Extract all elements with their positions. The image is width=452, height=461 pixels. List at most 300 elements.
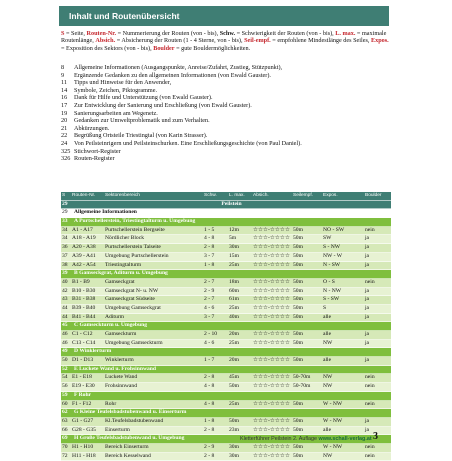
cell-routen-nr: A20 - A38	[72, 244, 96, 251]
table-row	[61, 453, 391, 461]
legend-text-boulder: = gute Bouldermöglichkeiten.	[174, 44, 251, 52]
cell-sektor: Umgebung Gamseckgrat	[105, 304, 161, 311]
cell-schw: 3 - 7	[204, 252, 215, 259]
cell-expos: W - NW	[323, 400, 343, 407]
toc-title: Abkürzungen.	[74, 124, 110, 132]
cell-page: 60	[62, 400, 68, 407]
cell-schw: 4 - 8	[204, 400, 215, 407]
route-table	[61, 192, 391, 461]
header-schw: Schw.	[204, 193, 217, 198]
section-page: 29	[62, 200, 68, 207]
cell-page: 70	[62, 443, 68, 450]
cell-boulder: ja	[365, 244, 370, 251]
cell-schw: 4 - 8	[204, 235, 215, 242]
cell-expos: N - NW	[323, 287, 342, 294]
toc-entry	[61, 72, 391, 80]
cell-sektor: Rohr	[105, 400, 117, 407]
cell-page: 46	[62, 331, 68, 337]
legend-key-lmax: L. max.	[335, 30, 356, 37]
toc-page-number: 17	[61, 101, 68, 109]
cell-boulder: nein	[365, 278, 375, 285]
toc-entry	[61, 64, 391, 72]
section-title: Peilstein	[221, 200, 242, 207]
cell-routen-nr: A1 - A17	[72, 226, 93, 233]
legend-key-routen: Routen-Nr.	[86, 30, 117, 37]
cell-seilempf: 50m	[293, 261, 303, 268]
cell-schw: 4 - 6	[204, 339, 215, 346]
cell-schw: 1 - 7	[204, 357, 215, 364]
section-title: H Große Teufelsbadstubenwand u. Umgebung	[74, 435, 185, 442]
cell-seilempf: 50m	[293, 452, 303, 459]
toc-page-number: 9	[61, 71, 65, 79]
header-expos: Expos.	[323, 193, 338, 198]
table-row	[61, 253, 391, 262]
cell-boulder: ja	[365, 296, 370, 303]
cell-absich: ☆☆☆-☆☆☆☆	[253, 383, 290, 390]
table-row	[61, 305, 391, 314]
footer	[240, 436, 372, 442]
cell-schw: 2 - 9	[204, 443, 215, 450]
cell-lmax: 15m	[229, 252, 239, 259]
legend-key-s: S	[61, 30, 65, 37]
toc-page-number: 326	[61, 155, 71, 163]
table-row	[61, 314, 391, 323]
cell-page: 40	[62, 278, 68, 285]
section-page: 59	[62, 391, 68, 398]
header-sektorenbereich: Sektorenbereich	[105, 193, 140, 198]
toc-entry	[61, 132, 391, 140]
cell-lmax: 61m	[229, 296, 239, 303]
cell-seilempf: 50m	[293, 400, 303, 407]
table-row	[61, 244, 391, 253]
cell-routen-nr: B10 - B30	[72, 287, 96, 294]
cell-lmax: 20m	[229, 331, 239, 337]
toc-entry	[61, 87, 391, 95]
cell-seilempf: 50m	[293, 287, 303, 294]
cell-page: 34	[62, 235, 68, 242]
cell-sektor: Nördlicher Block	[105, 235, 144, 242]
cell-page: 44	[62, 304, 68, 311]
cell-boulder: ja	[365, 339, 370, 346]
cell-boulder: ja	[365, 331, 370, 337]
cell-page: 63	[62, 417, 68, 424]
cell-routen-nr: D1 - D13	[72, 357, 94, 364]
page-title: Inhalt und Routenübersicht	[69, 11, 180, 21]
cell-sektor: Gamseckturm	[105, 331, 137, 337]
cell-boulder: ja	[365, 252, 370, 259]
legend-key-boulder: Boulder	[153, 44, 175, 52]
header-bar	[59, 6, 389, 26]
section-title: B Gamseckgrat, Aditurm u. Umgebung	[74, 270, 168, 277]
header-seilempf: Seilempf.	[293, 193, 313, 198]
cell-page: 37	[62, 252, 68, 259]
cell-schw: 2 - 8	[204, 374, 215, 381]
cell-routen-nr: F1 - F12	[72, 400, 92, 407]
cell-expos: SW	[323, 235, 332, 242]
cell-lmax: 5m	[229, 235, 237, 242]
cell-page: 43	[62, 296, 68, 303]
toc-title: Zur Entwicklung der Sanierung und Erschließung (von Ewald Gauster).	[74, 101, 252, 109]
cell-page: 36	[62, 244, 68, 251]
legend-text-absich: = Absicherung der Routen (1 - 4 Sterne, von - bis),	[115, 37, 245, 45]
cell-schw: 2 - 7	[204, 278, 215, 285]
cell-boulder: ja	[365, 357, 370, 364]
cell-absich: ☆☆☆-☆☆☆☆	[253, 244, 290, 251]
cell-schw: 3 - 7	[204, 313, 215, 320]
toc-title: Allgemeine Informationen (Ausgangspunkte, Anreise/Zufahrt, Zustieg, Stützpunkt),	[74, 64, 283, 71]
section-page: 62	[62, 409, 68, 416]
cell-seilempf: 50m	[293, 443, 303, 450]
cell-lmax: 25m	[229, 339, 239, 346]
cell-boulder: ja	[365, 417, 370, 424]
cell-absich: ☆☆☆-☆☆☆☆	[253, 400, 290, 407]
toc-title: Ergänzende Gedanken zu den allgemeinen Informationen (von Ewald Gauster).	[74, 71, 271, 79]
header-s: S	[62, 193, 66, 198]
cell-page: 54	[62, 374, 68, 381]
cell-boulder: ja	[365, 426, 370, 433]
cell-routen-nr: A18 - A19	[72, 235, 96, 242]
cell-schw: 2 - 8	[204, 452, 215, 459]
cell-expos: alle	[323, 313, 332, 320]
section-page: 33	[62, 218, 68, 225]
cell-boulder: nein	[365, 226, 375, 233]
cell-seilempf: 50m	[293, 244, 303, 251]
cell-absich: ☆☆☆-☆☆☆☆	[253, 339, 290, 346]
toc-title: Tipps und Hinweise für den Anwender,	[74, 79, 172, 87]
cell-boulder: ja	[365, 304, 370, 311]
table-row	[61, 227, 391, 236]
cell-absich: ☆☆☆-☆☆☆☆	[253, 296, 290, 303]
section-page: 39	[62, 270, 68, 277]
toc-page-number: 8	[61, 64, 65, 71]
section-page: 45	[62, 322, 68, 329]
cell-absich: ☆☆☆-☆☆☆☆	[253, 331, 290, 337]
section-page: 69	[62, 435, 68, 442]
table-row	[61, 235, 391, 244]
section-title: Allgemeine Informationen	[74, 209, 137, 216]
toc-page-number: 16	[61, 94, 68, 102]
cell-expos: NW - W	[323, 252, 343, 259]
toc-title: Gedanken zur Umweltproblematik und zum Verhalten.	[74, 117, 210, 125]
cell-routen-nr: B41 - B44	[72, 313, 96, 320]
cell-page: 56	[62, 383, 68, 390]
cell-routen-nr: C13 - C14	[72, 339, 96, 346]
header-boulder: Boulder	[365, 193, 382, 198]
cell-routen-nr: E1 - E18	[72, 374, 92, 381]
cell-expos: NW	[323, 383, 333, 390]
toc-page-number: 325	[61, 147, 71, 155]
legend-key-expos: Expos.	[370, 37, 389, 45]
legend-text-lmax: = maximale Routenlänge,	[61, 30, 387, 45]
cell-sektor: Gamseckgrat N- u. NW	[105, 287, 159, 294]
section-title: G Kleine Teufelsbadstubenwand u. Einserturm	[74, 409, 187, 416]
cell-expos: O - S	[323, 278, 335, 285]
cell-lmax: 23m	[229, 426, 239, 433]
cell-expos: NW	[323, 374, 333, 381]
toc-title: Sanierungsarbeiten am Wegenetz.	[74, 109, 158, 117]
section-row	[61, 322, 391, 331]
cell-lmax: 40m	[229, 313, 239, 320]
toc-page-number: 22	[61, 132, 68, 140]
cell-expos: W - NW	[323, 443, 343, 450]
toc-title: Dank für Hilfe und Unterstützung (von Ewald Gauster).	[74, 94, 213, 102]
cell-schw: 4 - 6	[204, 304, 215, 311]
cell-lmax: 45m	[229, 374, 239, 381]
cell-seilempf: 50m	[293, 357, 303, 364]
cell-lmax: 12m	[229, 226, 239, 233]
header-routen-nr: Routen-Nr.	[72, 193, 96, 198]
cell-boulder: nein	[365, 383, 375, 390]
cell-expos: S	[323, 304, 327, 311]
cell-lmax: 50m	[229, 417, 239, 424]
cell-expos: NW	[323, 339, 333, 346]
cell-sektor: Umgebung Purtschellerstein	[105, 252, 169, 259]
cell-lmax: 18m	[229, 278, 239, 285]
section-page: 52	[62, 365, 68, 372]
toc-entry	[61, 155, 391, 163]
cell-absich: ☆☆☆-☆☆☆☆	[253, 357, 290, 364]
cell-expos: NO - SW	[323, 226, 345, 233]
table-row	[61, 374, 391, 383]
toc-page-number: 24	[61, 139, 68, 147]
header-absich: Absich.	[253, 193, 269, 198]
cell-expos: S - SW	[323, 296, 340, 303]
cell-absich: ☆☆☆-☆☆☆☆	[253, 252, 290, 259]
toc-entry	[61, 148, 391, 156]
toc-page-number: 20	[61, 117, 68, 125]
legend-text	[61, 30, 391, 52]
cell-sektor: Purtschellerstein Bergseite	[105, 226, 165, 233]
section-row	[61, 348, 391, 357]
cell-schw: 2 - 8	[204, 426, 215, 433]
toc-title: Begrüßung Ortsteile Triestingtal (von Karin Strasser).	[74, 132, 208, 140]
section-title: F Rohr	[74, 391, 92, 398]
legend-key-schw: Schw.	[219, 30, 236, 37]
cell-page: 38	[62, 261, 68, 268]
legend-key-absich: Absich.	[95, 37, 116, 45]
toc-page-number: 11	[61, 79, 67, 87]
cell-lmax: 20m	[229, 357, 239, 364]
cell-seilempf: 50m	[293, 339, 303, 346]
cell-routen-nr: G28 - G35	[72, 426, 96, 433]
table-row	[61, 279, 391, 288]
cell-sektor: Gamseckgrat	[105, 278, 135, 285]
legend-text-routen: = Nummerierung der Routen (von - bis),	[116, 30, 220, 37]
cell-routen-nr: H11 - H18	[72, 452, 96, 459]
section-row	[61, 366, 391, 375]
toc-page-number: 21	[61, 124, 68, 132]
page-number: 3	[373, 431, 378, 442]
cell-page: 44	[62, 313, 68, 320]
cell-boulder: ja	[365, 261, 370, 268]
cell-sektor: Einserturm	[105, 426, 130, 433]
legend-text-schw: = Schwierigkeit der Routen (von - bis),	[235, 30, 336, 37]
cell-sektor: Luckete Wand	[105, 374, 138, 381]
toc-title: Stichwort-Register	[74, 147, 121, 155]
toc-page-number: 14	[61, 86, 68, 94]
toc-title: Von Peilsteinrigern und Peilsteinschurken. Eine Erschließungsgeschichte (von Paul Daniel).	[74, 139, 302, 147]
cell-sektor: Gamseckgrat Südseite	[105, 296, 155, 303]
table-row	[61, 418, 391, 427]
cell-lmax: 50m	[229, 383, 239, 390]
cell-page: 72	[62, 452, 68, 459]
toc-entry	[61, 140, 391, 148]
cell-schw: 2 - 7	[204, 296, 215, 303]
cell-lmax: 25m	[229, 304, 239, 311]
legend-key-seil: Seil-empf.	[244, 37, 271, 45]
cell-sektor: Frohsinnwand	[105, 383, 138, 390]
cell-routen-nr: C1 - C12	[72, 331, 93, 337]
cell-absich: ☆☆☆-☆☆☆☆	[253, 452, 290, 459]
cell-page: 42	[62, 287, 68, 294]
section-row	[61, 270, 391, 279]
cell-page: 66	[62, 426, 68, 433]
cell-expos: alle	[323, 357, 332, 364]
cell-seilempf: 50-70m	[293, 383, 311, 390]
cell-seilempf: 50m	[293, 278, 303, 285]
cell-seilempf: 50m	[293, 313, 303, 320]
section-title: A Purtschellerstein, Triestingtalturm u. Umgebung	[74, 218, 196, 225]
section-title: D Winklerturm	[74, 348, 112, 355]
cell-routen-nr: A39 - A41	[72, 252, 96, 259]
cell-sektor: Kl.Teufelsbadstubenwand	[105, 417, 164, 424]
cell-sektor: Purtschellerstein Talseite	[105, 244, 161, 251]
footer-text: Kletterführer Peilstein 2. Auflage	[240, 436, 319, 442]
section-title: E Luckete Wand u. Frohsinnwand	[74, 365, 157, 372]
cell-seilempf: 50-70m	[293, 374, 311, 381]
cell-absich: ☆☆☆-☆☆☆☆	[253, 278, 290, 285]
cell-routen-nr: B31 - B38	[72, 296, 96, 303]
table-row	[61, 427, 391, 436]
cell-sektor: Umgebung Gamseckturm	[105, 339, 163, 346]
section-row	[61, 218, 391, 227]
cell-schw: 1 - 8	[204, 261, 215, 268]
table-row	[61, 288, 391, 297]
cell-schw: 1 - 8	[204, 417, 215, 424]
header-lmax: L. max.	[229, 193, 245, 198]
legend-text-s: = Seite,	[64, 30, 87, 37]
table-row	[61, 296, 391, 305]
cell-lmax: 30m	[229, 443, 239, 450]
table-row	[61, 262, 391, 271]
cell-routen-nr: G1 - G27	[72, 417, 94, 424]
cell-absich: ☆☆☆-☆☆☆☆	[253, 443, 290, 450]
section-row	[61, 201, 391, 210]
cell-boulder: ja	[365, 287, 370, 294]
table-row	[61, 331, 391, 340]
cell-lmax: 25m	[229, 400, 239, 407]
section-row	[61, 392, 391, 401]
toc-entry	[61, 117, 391, 125]
toc-entry	[61, 110, 391, 118]
cell-sektor: Triestingtalturm	[105, 261, 142, 268]
cell-seilempf: 50m	[293, 417, 303, 424]
footer-url[interactable]: www.schall-verlag.at	[318, 436, 372, 442]
cell-routen-nr: H1 - H10	[72, 443, 94, 450]
table-row	[61, 401, 391, 410]
cell-sektor: Aditurm	[105, 313, 124, 320]
legend-text-seil: = empfohlene Mindestlänge des Seiles,	[270, 37, 371, 45]
section-row	[61, 409, 391, 418]
section-page: 49	[62, 348, 68, 355]
cell-expos: S - NW	[323, 244, 341, 251]
cell-seilempf: 50m	[293, 296, 303, 303]
table-row	[61, 444, 391, 453]
cell-boulder: nein	[365, 374, 375, 381]
cell-sektor: Bereich Einserturm	[105, 443, 149, 450]
cell-absich: ☆☆☆-☆☆☆☆	[253, 287, 290, 294]
cell-seilempf: 50m	[293, 252, 303, 259]
cell-expos: W - NW	[323, 417, 343, 424]
cell-lmax: 30m	[229, 452, 239, 459]
toc-page-number: 19	[61, 109, 68, 117]
cell-lmax: 60m	[229, 287, 239, 294]
cell-seilempf: 50m	[293, 304, 303, 311]
table-of-contents	[61, 64, 391, 163]
cell-lmax: 30m	[229, 244, 239, 251]
cell-expos: alle	[323, 331, 332, 337]
cell-boulder: nein	[365, 452, 375, 459]
cell-seilempf: 50m	[293, 226, 303, 233]
cell-seilempf: 50m	[293, 331, 303, 337]
toc-entry	[61, 94, 391, 102]
toc-title: Symbole, Zeichen, Piktogramme.	[74, 86, 157, 94]
cell-boulder: nein	[365, 443, 375, 450]
cell-schw: 2 - 8	[204, 244, 215, 251]
cell-lmax: 25m	[229, 261, 239, 268]
legend-text-expos: = Exposition des Sektors (von - bis),	[61, 44, 154, 52]
cell-schw: 1 - 5	[204, 226, 215, 233]
cell-expos: NW	[323, 452, 333, 459]
section-title: C Gamseckturm u. Umgebung	[74, 322, 148, 329]
cell-absich: ☆☆☆-☆☆☆☆	[253, 261, 290, 268]
cell-absich: ☆☆☆-☆☆☆☆	[253, 313, 290, 320]
cell-routen-nr: B39 - B40	[72, 304, 96, 311]
cell-absich: ☆☆☆-☆☆☆☆	[253, 304, 290, 311]
cell-seilempf: 50m	[293, 235, 303, 242]
cell-absich: ☆☆☆-☆☆☆☆	[253, 235, 290, 242]
cell-absich: ☆☆☆-☆☆☆☆	[253, 374, 290, 381]
cell-page: 46	[62, 339, 68, 346]
cell-schw: 2 - 10	[204, 331, 218, 337]
table-row	[61, 340, 391, 349]
cell-boulder: ja	[365, 235, 370, 242]
cell-schw: 2 - 9	[204, 287, 215, 294]
cell-expos: alle	[323, 426, 332, 433]
cell-sektor: Winklerturm	[105, 357, 134, 364]
cell-schw: 4 - 8	[204, 383, 215, 390]
toc-entry	[61, 79, 391, 87]
cell-absich: ☆☆☆-☆☆☆☆	[253, 417, 290, 424]
section-row	[61, 209, 391, 218]
table-header-row	[61, 192, 391, 201]
cell-page: 34	[62, 226, 68, 233]
cell-boulder: nein	[365, 400, 375, 407]
cell-absich: ☆☆☆-☆☆☆☆	[253, 426, 290, 433]
cell-page: 50	[62, 357, 68, 364]
toc-entry	[61, 125, 391, 133]
cell-routen-nr: B1 - B9	[72, 278, 90, 285]
table-row	[61, 357, 391, 366]
toc-entry	[61, 102, 391, 110]
cell-routen-nr: E19 - E30	[72, 383, 95, 390]
table-body	[61, 201, 391, 461]
cell-boulder: ja	[365, 313, 370, 320]
cell-routen-nr: A42 - A54	[72, 261, 96, 268]
cell-absich: ☆☆☆-☆☆☆☆	[253, 226, 290, 233]
section-page: 29	[62, 209, 68, 216]
cell-sektor: Bereich Kesselwand	[105, 452, 151, 459]
